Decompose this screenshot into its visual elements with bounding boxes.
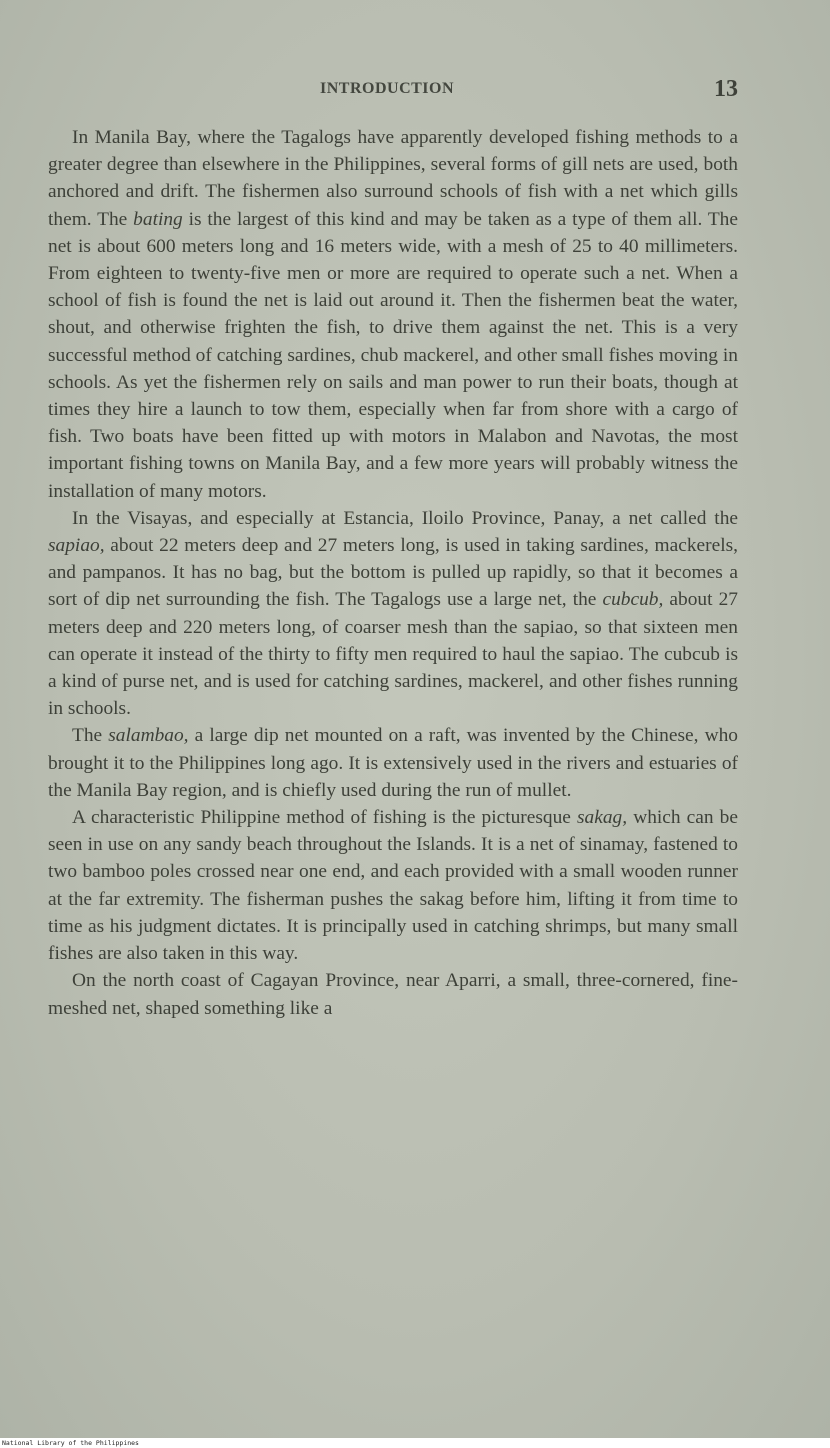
paragraph-visayas <box>48 505 738 723</box>
term-cubcub: cubcub, <box>602 589 664 611</box>
running-head <box>0 76 830 106</box>
text-run: a large dip net mounted on a raft, was invented by the Chinese, who brought it to the Philippines long ago. It is extensively used in the rivers and estuaries of the Manila Bay region, and is chiefly used during the run of mullet. <box>48 725 738 801</box>
library-watermark: National Library of the Philippines <box>2 1439 139 1447</box>
paragraph-sakag <box>48 804 738 967</box>
term-sapiao: sapiao, <box>48 535 105 557</box>
body-text <box>48 124 738 1022</box>
running-title: INTRODUCTION <box>320 80 455 97</box>
paragraph-cagayan <box>48 967 738 1021</box>
text-run: In the Visayas, and especially at Estancia, Iloilo Province, Panay, a net called the <box>72 507 738 529</box>
paragraph-manila-bay <box>48 124 738 505</box>
term-salambao: salambao, <box>108 725 189 747</box>
footer-strip <box>0 1438 830 1448</box>
text-run: On the north coast of Cagayan Province, near Aparri, a small, three-cornered, fine-meshed net, shaped something like a <box>48 970 738 1019</box>
text-run: is the largest of this kind and may be taken as a type of them all. The net is about 600 meters long and 16 meters wide, with a mesh of 25 to 40 millimeters. From eighteen to twenty-five men or more are required to operate such a net. When a school of fish is found the net is laid out around it. Then the fishermen beat the water, shout, and otherwise frighten the fish, to drive them against the net. This is a very successful method of catching sardines, chub mackerel, and other small fishes moving in schools. As yet the fishermen rely on sails and man power to run their boats, though at times they hire a launch to tow them, especially when far from shore with a cargo of fish. Two boats have been fitted up with motors in Malabon and Navotas, the most important fishing towns on Manila Bay, and a few more years will probably witness the installation of many motors. <box>48 208 738 502</box>
text-run: A characteristic Philippine method of fishing is the picturesque <box>72 807 578 829</box>
text-run: In Manila Bay, where the Tagalogs have apparently developed fishing methods to a greater degree than elsewhere in the Philippines, several forms of gill nets are used, both anchored and drift. The fishermen also surround schools of fish with a net which gills them. The <box>48 127 738 230</box>
term-bating: bating <box>133 208 183 230</box>
text-run: about 22 meters deep and 27 meters long, is used in taking sardines, mackerels, and pampanos. It has no bag, but the bottom is pulled up rapidly, so that it becomes a sort of dip net surrounding the fish. The Tagalogs use a large net, the <box>48 535 738 611</box>
text-run: about 27 meters deep and 220 meters long, of coarser mesh than the sapiao, so that sixteen men can operate it instead of the thirty to fifty men required to haul the sapiao. The cubcub is a kind of purse net, and is used for catching sardines, mackerel, and other fishes running in schools. <box>48 589 738 720</box>
page-number: 13 <box>714 76 738 102</box>
text-run: which can be seen in use on any sandy beach throughout the Islands. It is a net of sinamay, fastened to two bamboo poles crossed near one end, and each provided with a small wooden runner at the far extremity. The fisherman pushes the sakag before him, lifting it from time to time as his judgment dictates. It is principally used in catching shrimps, but many small fishes are also taken in this way. <box>48 807 738 965</box>
term-sakag: sakag, <box>577 807 628 829</box>
text-run: The <box>72 725 109 747</box>
paragraph-salambao <box>48 722 738 804</box>
